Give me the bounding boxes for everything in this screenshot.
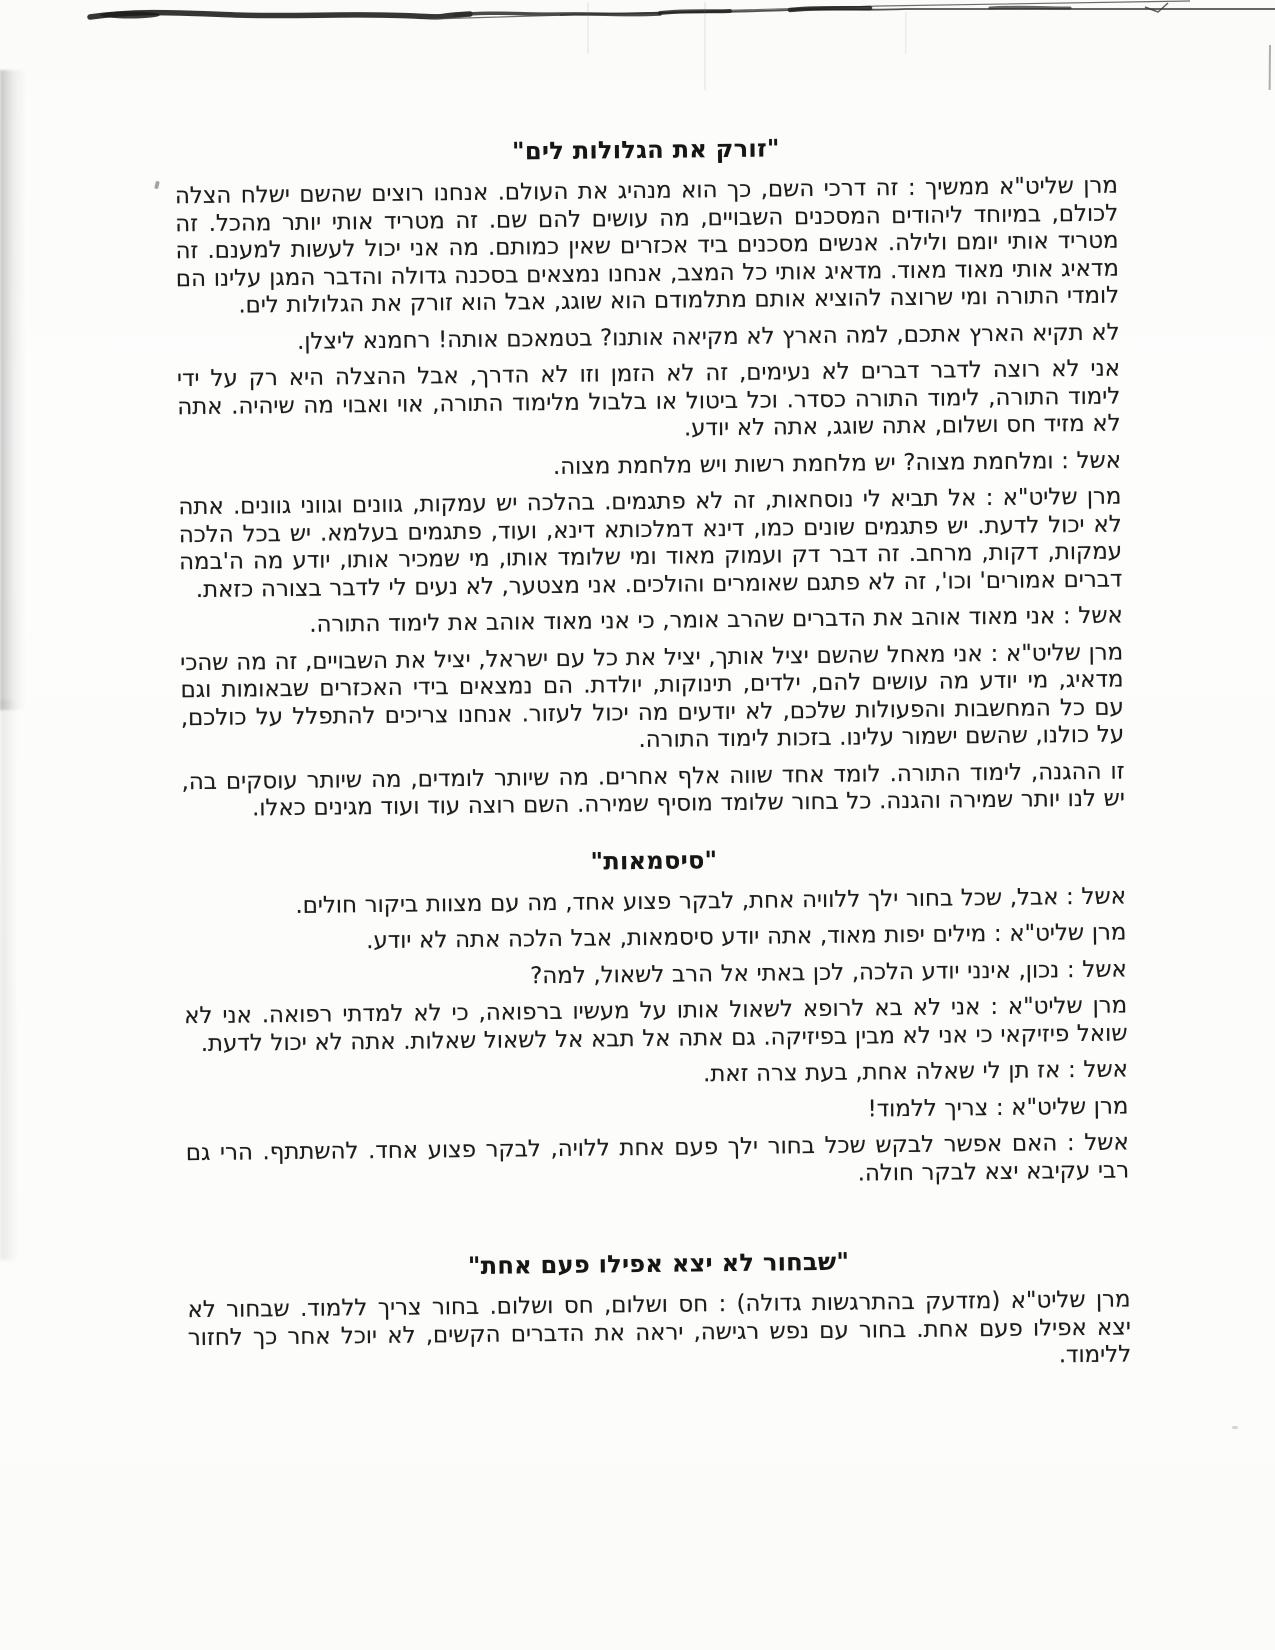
section-throwing-pills bbox=[174, 131, 1125, 824]
paragraph: מרן שליט"א : צריך ללמוד! bbox=[867, 1092, 1129, 1122]
paragraph: מרן שליט"א (מזדעק בהתרגשות גדולה) : חס ושלום, חס ושלום. בחור צריך ללמוד. שבחור לא יצא אפילו פעם אחת. בחור עם נפש רגישה, יראה את הדברים הקשים, לא יוכל אחר כך לחזור ללימוד. bbox=[187, 1286, 1132, 1369]
paragraph: זו ההגנה, לימוד התורה. לומד אחד שווה אלף אחרים. מה שיותר לומדים, מה שיותר עוסקים בה, יש לנו יותר שמירה והגנה. כל בחור שלומד מוסיף שמירה. השם רוצה עוד ועוד מגינים כאלו. bbox=[181, 758, 1125, 822]
section-heading: "שבחור לא יצא אפילו פעם אחת" bbox=[467, 1247, 850, 1280]
paragraph: מרן שליט"א : אני מאחל שהשם יציל אותך, יציל את כל עם ישראל, יציל את השבויים, זה מה שהכי מדאיג, מי יודע מה עושים להם, ילדים, תינוקות, יולדת. הם נמצאים בידי האכזרים שבאומות וגם עם כל המחשבות והפעולות שלכם, לא יודעים מה יכול לעזור. אנחנו צריכים להתפלל על כולכם, על כולנו, שהשם ישמור עלינו. בזכות לימוד התורה. bbox=[180, 639, 1125, 754]
section-heading: "סיסמאות" bbox=[590, 845, 718, 876]
paragraph: אני לא רוצה לדבר דברים לא נעימים, זה לא הזמן וזו לא הדרך, אבל ההצלה היא רק על ידי לימוד התורה, לימוד התורה כסדר. וכל ביטול או בלבול מלימוד התורה, אוי ואבוי מה שיהיה. אתה לא מזיד חס ושלום, אתה שוגג, אתה לא יודע. bbox=[176, 355, 1121, 442]
paragraph: מרן שליט"א : מילים יפות מאוד, אתה יודע סיסמאות, אבל הלכה אתה לא יודע. bbox=[366, 919, 1127, 955]
section-slogans bbox=[182, 841, 1129, 1195]
paragraph: לא תקיא הארץ אתכם, למה הארץ לא מקיאה אותנו? בטמאכם אותה! רחמנא ליצלן. bbox=[296, 319, 1120, 355]
paragraph: מרן שליט"א : אל תביא לי נוסחאות, זה לא פתגמים. בהלכה יש עמקות, גוונים וגווני גוונים. אתה לא יכול לדעת. יש פתגמים שונים כמו, דינא דמלכותא דינא, ועוד, פתגמים בעלמא. יש בכל הלכה עמקות, דקות, מרחב. זה דבר דק ועמוק מאוד ומי שלומד אותו, מי שמכיר אותו, יודע מה ה'במה דברים אמורים' וכו', זה לא פתגם שאומרים והולכים. אני מצטער, לא נעים לי לדבר בצורה כזאת. bbox=[178, 483, 1123, 603]
paragraph: אשל : אז תן לי שאלה אחת, בעת צרה זאת. bbox=[702, 1056, 1129, 1088]
paragraph: מרן שליט"א ממשיך : זה דרכי השם, כך הוא מנהיג את העולם. אנחנו רוצים שהשם ישלח הצלה לכולם, במיוחד ליהודים המסכנים השבויים, מה עושים להם שם. זה מטריד אותי יותר מהכל. זה מטריד אותי יומם ולילה. אנשים מסכנים ביד אכזרים שאין כמותם. מה אני יכול לעשות למענם. זה מדאיג אותי מאוד מאוד. מדאיג אותי כל המצב, אנחנו נמצאים בסכנה גדולה והדבר המגן עלינו הם לומדי התורה ומי שרוצה להוציא אותם מתלמודם הוא שוגג, אבל הוא זורק את הגלולות לים. bbox=[174, 172, 1120, 319]
paragraph: אשל : נכון, אינני יודע הלכה, לכן באתי אל הרב לשאול, למה? bbox=[530, 955, 1127, 989]
paragraph: מרן שליט"א : אני לא בא לרופא לשאול אותו על מעשיו ברפואה, כי לא למדתי רפואה. אני לא שואל פיזיקאי כי אני לא מבין בפיזיקה. גם אתה אל תבא אל לשאול שאלות. אתה לא יכול לדעת. bbox=[184, 992, 1128, 1057]
paragraph: אשל : ומלחמת מצוה? יש מלחמת רשות ויש מלחמת מצוה. bbox=[552, 447, 1122, 480]
paragraph: אשל : אבל, שכל בחור ילך ללוויה אחת, לבקר פצוע אחד, מה עם מצוות ביקור חולים. bbox=[295, 882, 1127, 919]
section-heading: "זורק את הגלולות לים" bbox=[511, 134, 780, 166]
scan-speck bbox=[1232, 1426, 1238, 1429]
paragraph: אשל : אני מאוד אוהב את הדברים שהרב אומר, כי אני מאוד אוהב את לימוד התורה. bbox=[309, 602, 1123, 638]
paragraph: אשל : האם אפשר לבקש שכל בחור ילך פעם אחת ללויה, לבקר פצוע אחד. להשתתף. הרי גם רבי עקיבא יצא לבקר חולה. bbox=[185, 1129, 1130, 1187]
section-bachur-should-not-go-out bbox=[187, 1244, 1131, 1379]
